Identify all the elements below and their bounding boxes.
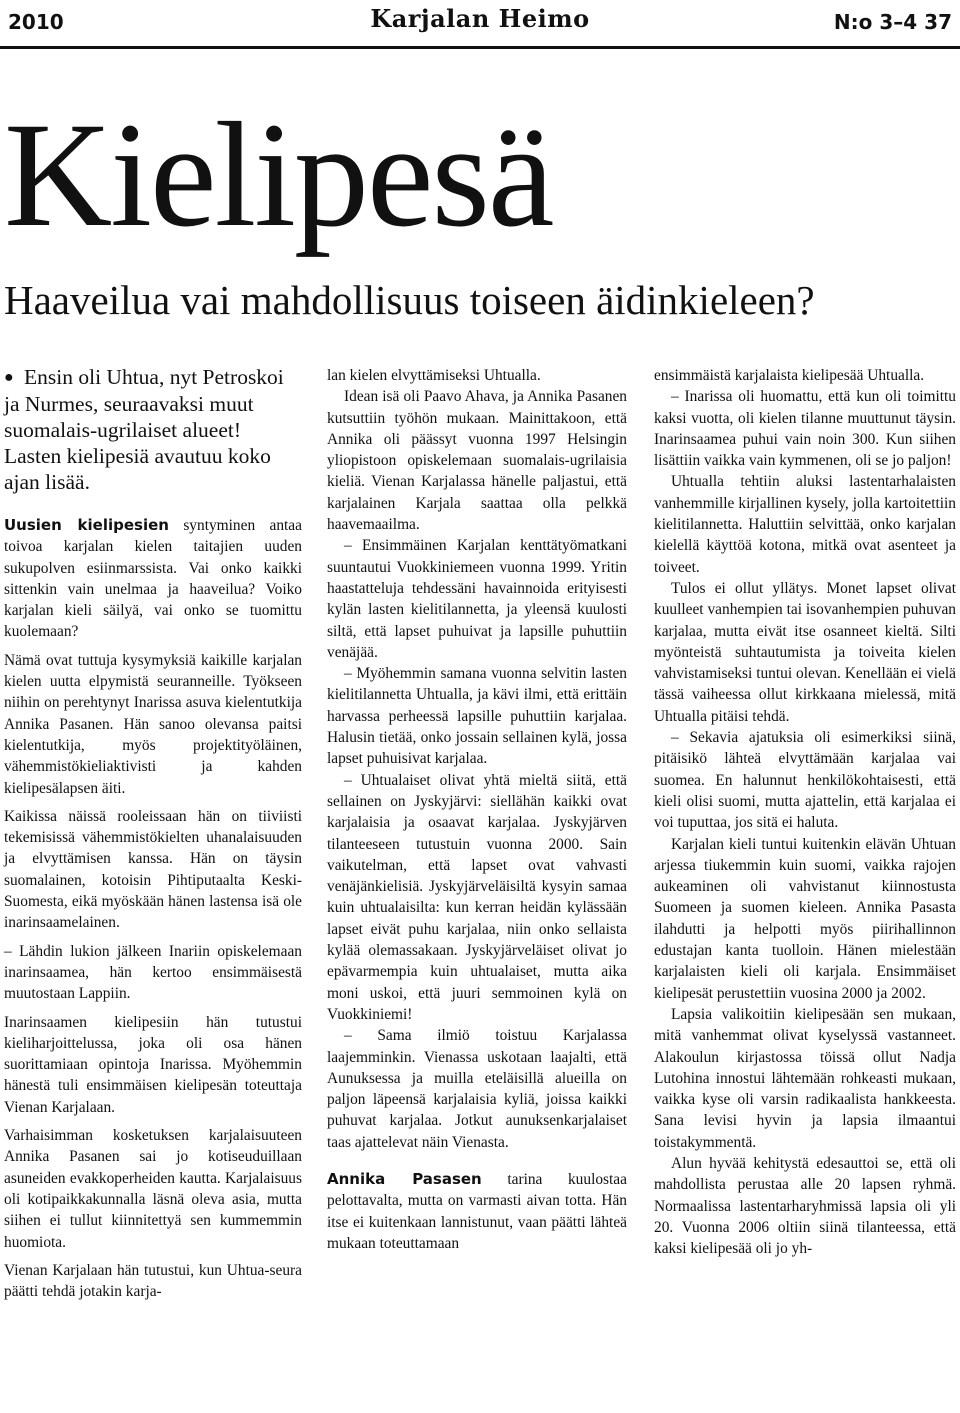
paragraph: lan kielen elvyttämiseksi Uhtualla. bbox=[327, 367, 541, 384]
paragraph: Kaikissa näissä rooleissaan hän on tiiviisti tekemisissä vähemmistökielten uhanalaisuuden ja elvyttämisen kanssa. Hän on täysin suomalainen, kotoisin Pihtiputaalta Keski-Suomesta, eikä myöskään hänen lastensa isä ole inarinsaamelainen. bbox=[4, 807, 302, 932]
article-column-2 bbox=[327, 365, 627, 1254]
paragraph: Idean isä oli Paavo Ahava, ja Annika Pasanen kutsuttiin työhön mukaan. Mainittakoon, että Annika oli päässyt vuonna 1997 Helsingin yliopistoon opiskelemaan suomalais-ugrilaisia kieliä. Vienan Karjalassa hänelle paljastui, että karjalainen Karjala saattaa olla pelkkä haavemaailma. bbox=[327, 388, 627, 534]
closing-keyword: Annika Pasasen bbox=[327, 1169, 482, 1188]
article-lead bbox=[4, 364, 302, 495]
article-title: Kielipesä bbox=[4, 92, 553, 258]
paragraph: Tulos ei ollut yllätys. Monet lapset olivat kuulleet vanhempien tai isovanhempien puhuvan karjalaa, mutta eivät itse osanneet kieltä. Silti myönteistä suhtautumista ja toiveita kielen vahvistamiseksi tuntui olevan. Kenellään ei vielä tässä vaiheessa ollut kirkkaana mielessä, mitä Uhtualla pitäisi tehdä. bbox=[654, 579, 956, 725]
lead-text: Ensin oli Uhtua, nyt Petroskoi ja Nurmes, seuraavaksi muut suomalais-ugrilaiset alueet! Lasten kielipesiä avautuu koko ajan lisää. bbox=[4, 365, 284, 494]
paragraph: – Sekavia ajatuksia oli esimerkiksi siinä, pitäisikö lähteä elvyttämään karjalaa vai suomea. En halunnut henkilökohtaisesti, että kieli olisi suomi, mutta ajattelin, että karjalaa ei voi tuputtaa, jos sitä ei haluta. bbox=[654, 729, 956, 832]
bullet-icon: ● bbox=[4, 369, 14, 386]
newspaper-masthead: Karjalan Heimo bbox=[370, 4, 590, 33]
article-column-1 bbox=[4, 364, 302, 1302]
article-subtitle: Haaveilua vai mahdollisuus toiseen äidinkieleen? bbox=[4, 277, 815, 323]
article-column-3 bbox=[654, 365, 956, 1259]
paragraph: – Myöhemmin samana vuonna selvitin lasten kielitilannetta Uhtualla, ja kävi ilmi, että erittäin harvassa perheessä lapsille puhuttiin karjalaa. Halusin tietää, onko jossain sellainen kylä, jossa lapset puhuisivat karjalaa. bbox=[327, 665, 627, 768]
paragraph: – Uhtualaiset olivat yhtä mieltä siitä, että sellainen on Jyskyjärvi: siellähän kaikki ovat karjalaisia ja osaavat karjalaa. Jyskyjärven tilanteeseen tutustuin vuonna 2000. Sain vaikutelman, että lapset ovat vahvasti venäjänkielisiä. Jyskyjärveläisiltä kysyin samaa kuin uhtualaisilta: kun kerran heidän kylässään lapset eivät puhu karjalaa, niin onko sellaista kylää olemassakaan. Jyskyjärveläiset olivat jo epävarmempia kuin uhtualaiset, mutta aika moni uskoi, että juuri semmoinen kylä on Vuokkiniemi! bbox=[327, 771, 627, 1023]
intro-paragraph bbox=[4, 515, 302, 643]
paragraph: Inarinsaamen kielipesiin hän tutustui kieliharjoittelussa, joka oli osa hänen suorittamiaan opintoja Inarissa. Myöhemmin hänestä tuli ensimmäisen kielipesän toteuttaja Vienan Karjalaan. bbox=[4, 1013, 302, 1116]
paragraph: Uhtualla tehtiin aluksi lastentarhalaisten vanhemmille kirjallinen kysely, jolla kartoitettiin kielitilannetta. Haluttiin selvittää, onko karjalan kielellä käyttöä kotona, mitkä ovat asenteet ja toiveet. bbox=[654, 473, 956, 576]
header-issue-page: N:o 3–4 37 bbox=[833, 10, 952, 34]
paragraph: – Ensimmäinen Karjalan kenttätyömatkani suuntautui Vuokkiniemeen vuonna 1999. Yritin haastatteluja tehdessäni havainnoida erityisesti kylän lasten kielitilannetta, ja yleensä kuulosti siltä, että lapset puhuivat ja lapsille puhuttiin venäjää. bbox=[327, 537, 627, 661]
header-year: 2010 bbox=[8, 10, 64, 34]
intro-keyword: Uusien kielipesien bbox=[4, 516, 169, 534]
paragraph: Nämä ovat tuttuja kysymyksiä kaikille karjalan kielen uutta elpymistä seuranneille. Työkseen niihin on perehtynyt Inarissa asuva kielentutkija Annika Pasanen. Hän sanoo olevansa paitsi kielentutkija, myös projektityöläinen, vähemmistökieliaktivisti ja kahden kielipesälapsen äiti. bbox=[4, 651, 302, 797]
intro-text: syntyminen antaa toivoa karjalan kielen taitajien uuden sukupolven esiinmarssista. Vai onko kaikki sittenkin vain unelmaa ja haaveilua? Voiko karjalan kieli säilyä, vai onko se tuomittu kuolemaan? bbox=[4, 517, 302, 641]
paragraph: Karjalan kieli tuntui kuitenkin elävän Uhtuan arjessa tiukemmin kuin suomi, vaikka rajojen aukeaminen oli vahvistanut kiinnostusta Suomeen ja suomen kieleen. Annika Pasasta ilahdutti ja helpotti myös piirihallinnon edustajan kanta tuolloin. Hänen mielestään karjalaisten kieli oli karjala. Ensimmäiset kielipesät perustettiin vuosina 2000 ja 2002. bbox=[654, 835, 956, 1002]
paragraph: ensimmäistä karjalaista kielipesää Uhtualla. bbox=[654, 367, 925, 384]
paragraph: – Sama ilmiö toistuu Karjalassa laajemminkin. Vienassa uskotaan laajalti, että Aunuksessa ja muilla eteläisillä alueilla on paljon läpeensä karjalaisia kyliä, joissa kaikki puhuvat karjalaa. Jotkut aunuksenkarjalaiset taas ajattelevat näin Vienasta. bbox=[327, 1027, 627, 1151]
paragraph: Vienan Karjalaan hän tutustui, kun Uhtua-seura päätti tehdä jotakin karja- bbox=[4, 1261, 302, 1301]
closing-text: tarina kuulostaa pelottavalta, mutta on varmasti aivan totta. Hän itse ei kuitenkaan lannistunut, vaan päätti lähteä mukaan toteuttamaan bbox=[327, 1170, 627, 1252]
paragraph: Lapsia valikoitiin kielipesään sen mukaan, mitä vanhemmat olivat kyselyssä vastanneet. Alakoulun kirjastossa töissä ollut Nadja Lutohina innostui lähtemään rohkeasti mukaan, vaikka kyse oli varsin radikaalista hankkeesta. Sana levisi hyvin ja lapsia ilmaantui toistakymmentä. bbox=[654, 1005, 956, 1151]
paragraph: – Inarissa oli huomattu, että kun oli toimittu kaksi vuotta, oli kielen tilanne muuttunut täysin. Inarinsaamea puhui vain noin 300. Kun siihen lisättiin vaikka vain kymmenen, oli se jo paljon! bbox=[654, 388, 956, 470]
closing-paragraph bbox=[327, 1169, 627, 1254]
page-header bbox=[0, 0, 960, 49]
paragraph: – Lähdin lukion jälkeen Inariin opiskelemaan inarinsaamea, hän kertoo ensimmäisestä muutostaan Lappiin. bbox=[4, 942, 302, 1003]
paragraph: Varhaisimman kosketuksen karjalaisuuteen Annika Pasanen sai jo kotiseuduillaan asuneiden evakkoperheiden kautta. Karjalaisuus oli kotipaikkakunnalla läsnä oleva asia, mutta siihen ei tullut kiinnitettyä sen kummemmin huomiota. bbox=[4, 1127, 302, 1251]
paragraph: Alun hyvää kehitystä edesauttoi se, että oli mahdollista perustaa alle 20 lapsen ryhmä. Normaalissa lastentarharyhmissä lapsia oli yli 20. Vuonna 2006 oltiin siinä tilanteessa, että kaksi kielipesää oli jo yh- bbox=[654, 1154, 956, 1258]
